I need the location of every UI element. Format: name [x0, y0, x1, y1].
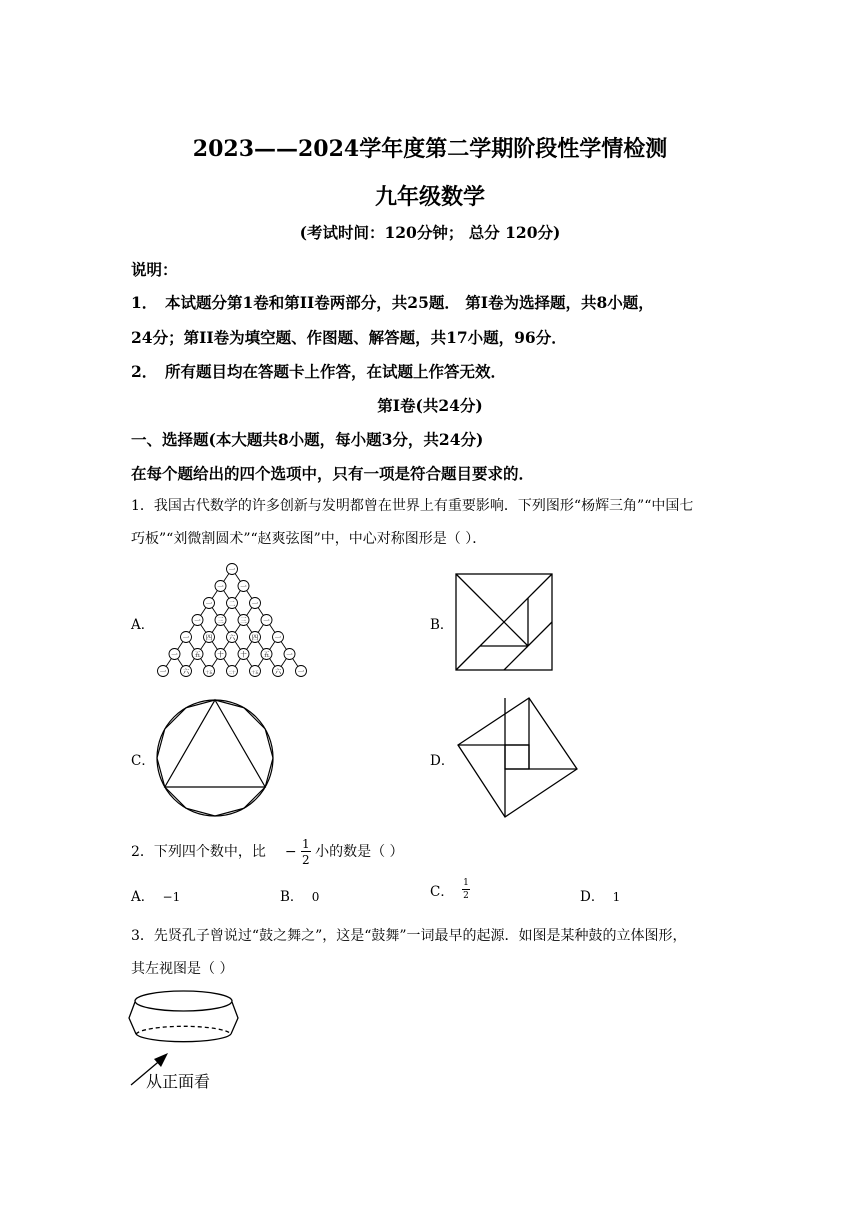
- q2-option-c: [430, 879, 470, 901]
- view-arrow-head: [154, 1053, 168, 1067]
- question-3-line-2: 其左视图是（ ）: [131, 961, 234, 977]
- yanghui-connector: [235, 591, 240, 599]
- yanghui-connector: [178, 659, 183, 667]
- q2-text-before: 2．下列四个数中，比: [131, 844, 266, 860]
- yanghui-connector: [189, 642, 194, 650]
- yanghui-connector: [189, 625, 194, 633]
- question-1-line-2: 巧板”“刘微割圆术”“赵爽弦图”中，中心对称图形是（ ）．: [131, 531, 487, 547]
- yanghui-node-label: 三: [217, 616, 224, 625]
- yanghui-connector: [258, 608, 263, 616]
- yanghui-node-label: 一: [263, 616, 270, 625]
- part-1-title: 第I卷(共24分): [377, 396, 483, 415]
- instruction-2-text: 所有题目均在答题卡上作答，在试题上作答无效．: [165, 362, 507, 381]
- q2-fraction: [301, 838, 311, 866]
- yanghui-connector: [201, 625, 206, 633]
- drum-bottom-back: [136, 1026, 231, 1034]
- yanghui-node-label: 一: [274, 633, 282, 642]
- q2-option-b-label: B．: [280, 889, 304, 905]
- yanghui-triangle-figure: [152, 560, 312, 684]
- section-1-heading: 一、选择题(本大题共8小题，每小题3分，共24分): [131, 430, 484, 449]
- yanghui-node-label: 六: [274, 667, 282, 676]
- yanghui-node-label: 一: [251, 599, 259, 608]
- yanghui-node-label: 一: [217, 582, 224, 591]
- yanghui-connector: [235, 659, 240, 667]
- question-2-text: [131, 838, 404, 866]
- yanghui-connector: [201, 642, 206, 650]
- yanghui-connector: [212, 608, 217, 616]
- yanghui-connector: [293, 659, 298, 667]
- yanghui-connector: [247, 625, 252, 633]
- yanghui-connector: [166, 659, 171, 667]
- yanghui-connector: [235, 608, 240, 616]
- q2-fraction-denominator: 2: [302, 853, 310, 867]
- exam-subtitle: 九年级数学: [374, 184, 485, 210]
- yanghui-connector: [178, 642, 183, 650]
- liuhui-triangle: [165, 700, 265, 787]
- exam-title: 2023——2024学年度第二学期阶段性学情检测: [192, 136, 668, 162]
- q2-minus-sign: −: [284, 844, 297, 860]
- yanghui-connector: [212, 625, 217, 633]
- yanghui-node-label: 六: [182, 667, 190, 676]
- yanghui-node-label: 十: [217, 650, 224, 659]
- q2-option-b-value: 0: [311, 890, 320, 904]
- yanghui-connector: [224, 608, 229, 616]
- tangram-figure: [455, 573, 554, 672]
- drum-right-side: [231, 1002, 238, 1034]
- yanghui-node-label: 三: [240, 616, 247, 625]
- yanghui-node-label: 二十: [228, 670, 236, 675]
- zhaoshuang-figure: [456, 696, 580, 820]
- yanghui-node-label: 四: [251, 633, 259, 642]
- section-1-note: 在每个题给出的四个选项中，只有一项是符合题目要求的．: [131, 464, 535, 483]
- yanghui-connector: [247, 608, 252, 616]
- q2-option-d-value: 1: [612, 890, 621, 904]
- q2-text-after: 小的数是（ ）: [315, 844, 404, 860]
- yanghui-connector: [281, 642, 286, 650]
- question-3-line-1: 3．先贤孔子曾说过“鼓之舞之”，这是“鼓舞”一词最早的起源．如图是某种鼓的立体图形，: [131, 928, 687, 944]
- yanghui-connector: [247, 659, 252, 667]
- instructions-heading: 说明：: [131, 260, 178, 279]
- yanghui-node-label: 一: [228, 565, 236, 574]
- q2-option-b: [280, 885, 319, 905]
- instruction-1-line-2: 24分；第II卷为填空题、作图题、解答题，共17小题，96分．: [131, 328, 567, 347]
- q2-option-c-denominator: 2: [463, 891, 469, 901]
- yanghui-connector: [247, 591, 252, 599]
- yanghui-connector: [258, 659, 263, 667]
- q2-option-a-value: −1: [162, 890, 181, 904]
- yanghui-connector: [224, 625, 229, 633]
- yanghui-connector: [235, 625, 240, 633]
- yanghui-node-label: 一: [171, 650, 178, 659]
- liuhui-circle: [157, 700, 273, 816]
- drum-view-label: 从正面看: [146, 1072, 211, 1091]
- yanghui-connector: [224, 591, 229, 599]
- yanghui-node-label: 一: [194, 616, 201, 625]
- q1-option-c-label: C．: [131, 753, 155, 769]
- instruction-1-number: 1．: [131, 293, 158, 312]
- yanghui-node-label: 四: [205, 633, 213, 642]
- q2-option-a-label: A．: [131, 889, 155, 905]
- drum-left-side: [129, 1002, 136, 1034]
- tangram-line: [480, 574, 552, 646]
- yanghui-connector: [270, 642, 275, 650]
- yanghui-node-label: 十: [240, 650, 247, 659]
- q2-option-d-label: D．: [580, 889, 605, 905]
- yanghui-node-label: 六: [228, 633, 236, 642]
- q2-option-c-fraction: [462, 879, 470, 901]
- yanghui-connector: [189, 659, 194, 667]
- tangram-line: [456, 574, 528, 646]
- yanghui-connector: [247, 642, 252, 650]
- yanghui-connector: [270, 659, 275, 667]
- yanghui-node-label: 十五: [205, 670, 213, 675]
- q2-fraction-numerator: 1: [302, 837, 310, 851]
- yanghui-connector: [224, 659, 229, 667]
- tangram-line: [456, 646, 480, 670]
- yanghui-connector: [212, 591, 217, 599]
- yanghui-node-label: 一: [240, 582, 247, 591]
- q1-option-b-label: B．: [430, 617, 454, 633]
- liuhui-circle-figure: [154, 698, 276, 818]
- yanghui-connector: [281, 659, 286, 667]
- yanghui-node-label: 一: [182, 633, 190, 642]
- q1-option-a-label: A．: [131, 617, 155, 633]
- tangram-line: [504, 646, 528, 670]
- q2-option-d: [580, 885, 620, 905]
- instruction-2-number: 2．: [131, 362, 158, 381]
- q2-option-c-numerator: 1: [463, 878, 469, 888]
- yanghui-node-label: 一: [205, 599, 213, 608]
- q2-option-a: [131, 885, 180, 905]
- yanghui-connector: [224, 574, 229, 582]
- yanghui-node-label: 五: [263, 650, 270, 659]
- yanghui-node-label: 十五: [251, 670, 259, 675]
- yanghui-node-label: 五: [194, 650, 201, 659]
- yanghui-connector: [235, 574, 240, 582]
- q2-option-c-label: C．: [430, 884, 454, 900]
- yanghui-connector: [258, 642, 263, 650]
- yanghui-connector: [212, 642, 217, 650]
- exam-info: (考试时间：120分钟； 总分 120分): [299, 223, 561, 242]
- yanghui-node-label: 一: [297, 667, 305, 676]
- drum-top-ellipse: [135, 991, 232, 1011]
- question-1-line-1: 1．我国古代数学的许多创新与发明都曾在世界上有重要影响．下列图形“杨辉三角”“中国七: [131, 498, 694, 514]
- yanghui-node-label: 二: [228, 599, 236, 608]
- drum-bottom-front: [136, 1034, 231, 1042]
- yanghui-connector: [258, 625, 263, 633]
- yanghui-connector: [270, 625, 275, 633]
- yanghui-connector: [212, 659, 217, 667]
- yanghui-node-label: 一: [159, 667, 167, 676]
- yanghui-connector: [224, 642, 229, 650]
- zhaoshuang-outer-square: [458, 698, 577, 817]
- yanghui-connector: [235, 642, 240, 650]
- yanghui-node-label: 一: [286, 650, 293, 659]
- tangram-line: [528, 622, 552, 646]
- yanghui-connector: [201, 659, 206, 667]
- yanghui-connector: [201, 608, 206, 616]
- q1-option-d-label: D．: [430, 753, 455, 769]
- instruction-1-line-1: 本试题分第1卷和第II卷两部分，共25题． 第I卷为选择题，共8小题，: [165, 293, 654, 312]
- zhaoshuang-inner-square: [505, 745, 529, 769]
